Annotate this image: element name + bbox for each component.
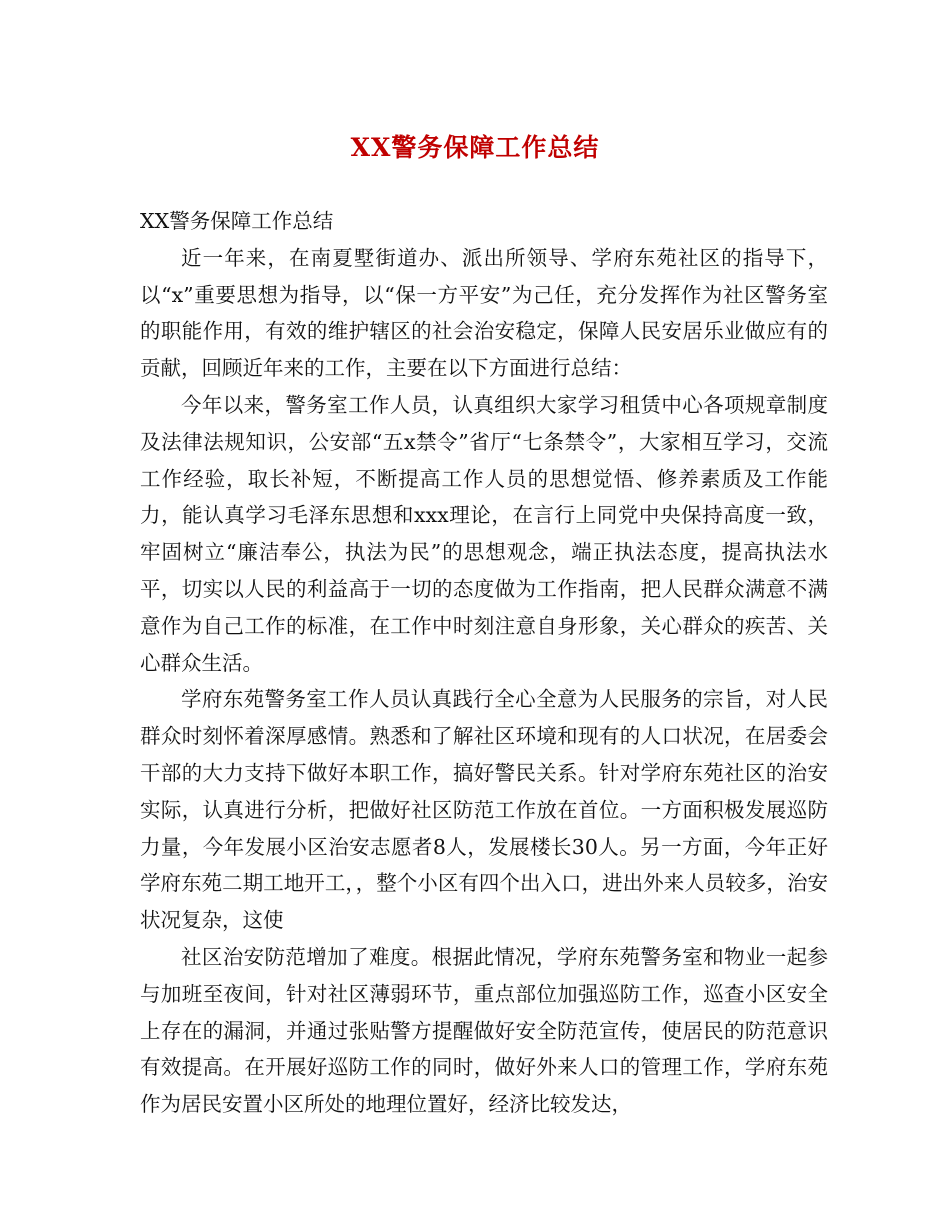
paragraph-3: 学府东苑警务室工作人员认真践行全心全意为人民服务的宗旨，对人民群众时刻怀着深厚感情。熟悉和了解社区环境和现有的人口状况，在居委会干部的大力支持下做好本职工作，搞好警民关系。针对学府东苑社区的治安实际，认真进行分析，把做好社区防范工作放在首位。一方面积极发展巡防力量，今年发展小区治安志愿者8人，发展楼长30人。另一方面，今年正好学府东苑二期工地开工，，整个小区有四个出入口，进出外来人员较多，治安状况复杂，这使 xyxy=(140,687,828,933)
paragraph-2: 今年以来，警务室工作人员，认真组织大家学习租赁中心各项规章制度及法律法规知识，公安部“五x禁令”省厅“七条禁令”，大家相互学习，交流工作经验，取长补短，不断提高工作人员的思想觉悟、修养素质及工作能力，能认真学习毛泽东思想和xxx理论，在言行上同党中央保持高度一致，牢固树立“廉洁奉公，执法为民”的思想观念，端正执法态度，提高执法水平，切实以人民的利益高于一切的态度做为工作指南，把人民群众满意不满意作为自己工作的标准，在工作中时刻注意自身形象，关心群众的疾苦、关心群众生活。 xyxy=(140,392,828,675)
document-body xyxy=(140,203,828,1123)
paragraph-1: 近一年来，在南夏墅街道办、派出所领导、学府东苑社区的指导下，以“x”重要思想为指导，以“保一方平安”为己任，充分发挥作为社区警务室的职能作用，有效的维护辖区的社会治安稳定，保障人民安居乐业做应有的贡献，回顾近年来的工作，主要在以下方面进行总结： xyxy=(140,245,828,381)
document-title: XX警务保障工作总结 xyxy=(350,133,600,162)
paragraph-4: 社区治安防范增加了难度。根据此情况，学府东苑警务室和物业一起参与加班至夜间，针对社区薄弱环节，重点部位加强巡防工作，巡查小区安全上存在的漏洞，并通过张贴警方提醒做好安全防范宣传，使居民的防范意识有效提高。在开展好巡防工作的同时，做好外来人口的管理工作，学府东苑作为居民安置小区所处的地理位置好，经济比较发达， xyxy=(140,944,828,1117)
document-subtitle: XX警务保障工作总结 xyxy=(140,209,334,233)
